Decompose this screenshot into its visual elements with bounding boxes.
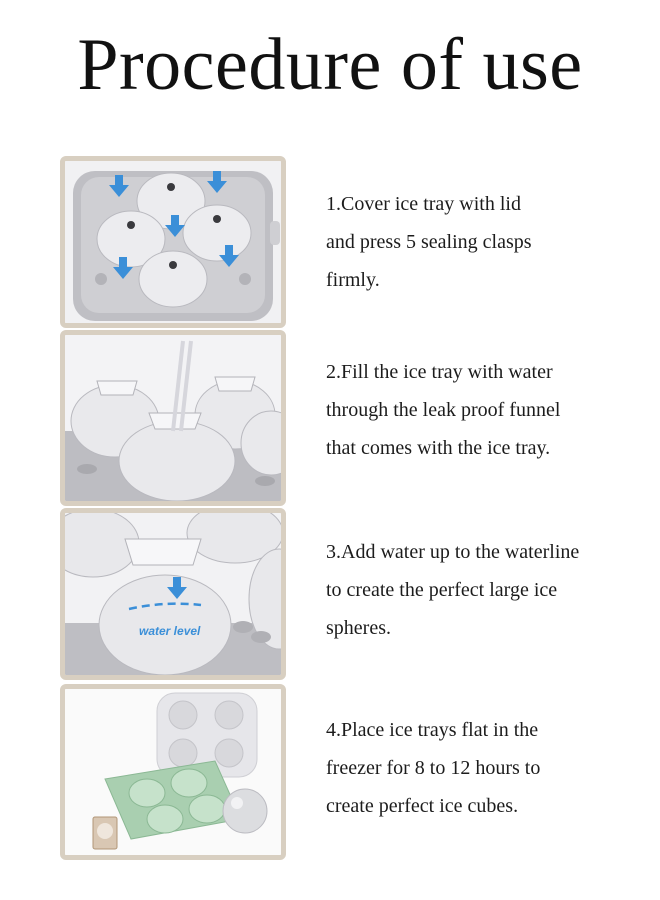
step-1-line-2: and press 5 sealing clasps bbox=[326, 231, 532, 253]
funnel-fill-icon bbox=[65, 335, 281, 501]
step-3-line-2: to create the perfect large ice bbox=[326, 579, 558, 601]
tray-lid-press-icon bbox=[65, 161, 281, 323]
step-3-line-3: spheres. bbox=[326, 617, 391, 639]
step-3-line-1: 3.Add water up to the waterline bbox=[326, 541, 580, 563]
step-3-text bbox=[326, 533, 656, 647]
step-1-text bbox=[326, 185, 656, 299]
step-1-image bbox=[60, 156, 286, 328]
freezer-tray-icon bbox=[65, 689, 281, 855]
step-4-text bbox=[326, 711, 656, 825]
step-1-line-1: 1.Cover ice tray with lid bbox=[326, 193, 521, 215]
step-2-line-1: 2.Fill the ice tray with water bbox=[326, 361, 553, 383]
step-4-line-2: freezer for 8 to 12 hours to bbox=[326, 757, 541, 779]
step-2-line-3: that comes with the ice tray. bbox=[326, 437, 551, 459]
step-4-image bbox=[60, 684, 286, 860]
step-3-image bbox=[60, 508, 286, 680]
step-2-text bbox=[326, 353, 656, 467]
step-4-line-3: create perfect ice cubes. bbox=[326, 795, 519, 817]
page-title: Procedure of use bbox=[77, 24, 583, 106]
step-4-line-1: 4.Place ice trays flat in the bbox=[326, 719, 539, 741]
water-level-label: water level bbox=[139, 624, 201, 638]
step-2-image bbox=[60, 330, 286, 506]
step-2-line-2: through the leak proof funnel bbox=[326, 399, 561, 421]
step-1-line-3: firmly. bbox=[326, 269, 380, 291]
water-level-icon bbox=[65, 513, 281, 675]
